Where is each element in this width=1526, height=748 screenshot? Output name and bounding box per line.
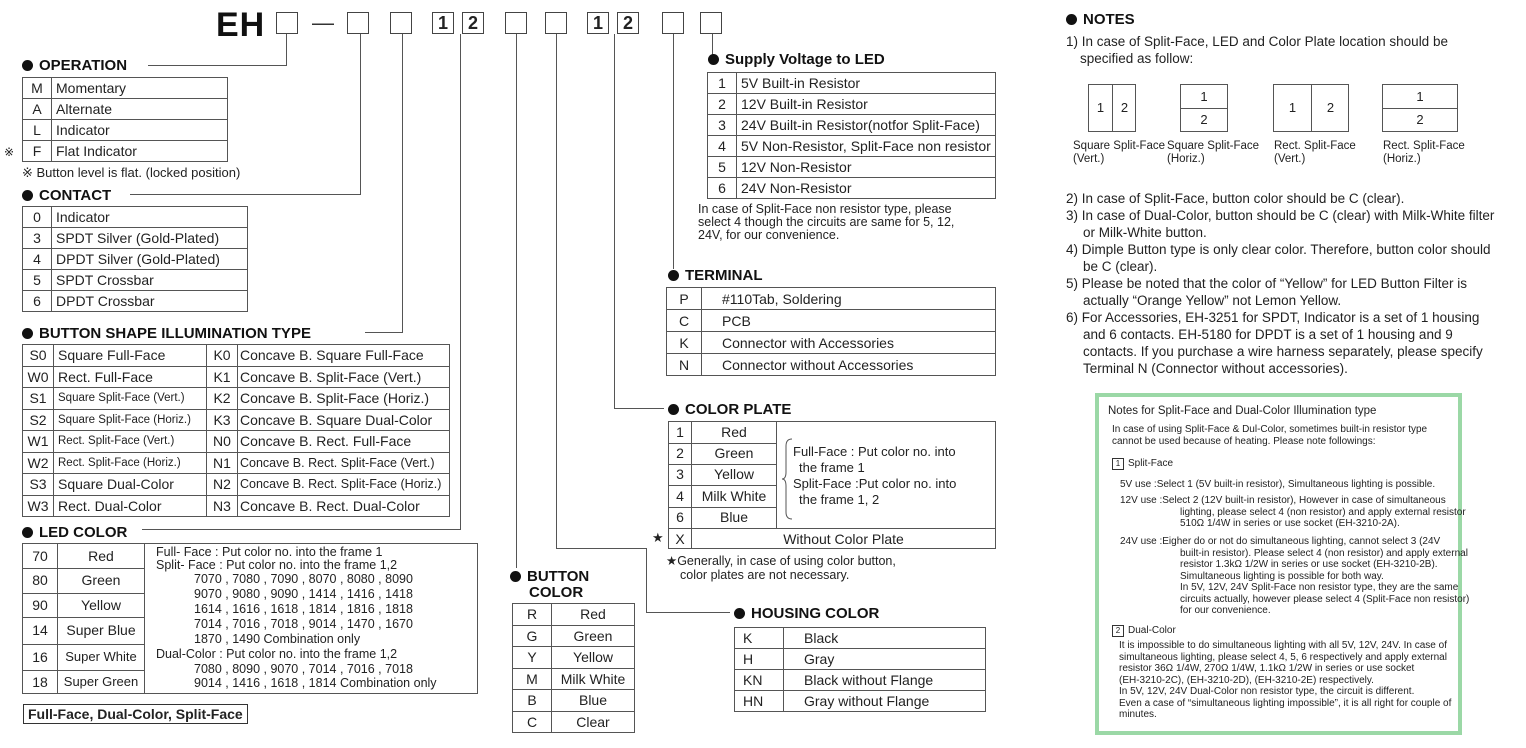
table-cell: Yellow [552, 647, 635, 669]
supply-note: In case of Split-Face non resistor type, please select 4 though the circuits are same for 5, 12, 24V, for our convenience. [698, 202, 955, 242]
color-plate-x-label: Without Color Plate [783, 531, 904, 547]
table-row [23, 452, 450, 474]
table-row [23, 644, 144, 671]
table-cell: S0 [23, 345, 54, 367]
table-cell: Gray without Flange [784, 691, 986, 712]
table-cell: Square Dual-Color [54, 474, 207, 496]
table-cell: K1 [207, 366, 238, 388]
table-cell: Red [552, 604, 635, 626]
code-frame-shape [390, 12, 412, 34]
table-cell: S3 [23, 474, 54, 496]
bullet-icon [22, 190, 33, 201]
bullet-icon [1066, 14, 1077, 25]
split-5v-line: 5V use :Select 1 (5V built-in resistor), Simultaneous lighting is possible. [1120, 479, 1436, 490]
table-row [669, 443, 776, 465]
greenbox-intro: In case of using Split-Face & Dul-Color, sometimes built-in resistor type cannot be used because of heating. Please note followings: [1112, 424, 1428, 447]
table-row [667, 332, 996, 354]
table-row [23, 345, 450, 367]
table-cell: Yellow [81, 597, 121, 613]
table-row [513, 690, 635, 712]
supply-heading [708, 51, 885, 68]
table-cell: 4 [708, 136, 737, 157]
table-cell: Super White [65, 649, 137, 664]
table-cell: Red [721, 424, 747, 440]
table-row [708, 178, 996, 199]
led-table [22, 543, 478, 694]
terminal-heading [668, 267, 763, 284]
operation-table [22, 77, 228, 162]
diagram-caption: Square Split-Face (Horiz.) [1167, 140, 1260, 165]
table-cell: S2 [23, 409, 54, 431]
table-cell: Connector with Accessories [702, 332, 996, 354]
table-cell: 1 [708, 73, 737, 94]
table-cell: Concave B. Rect. Split-Face (Vert.) [238, 452, 450, 474]
diagram-caption: Square Split-Face (Vert.) [1073, 140, 1166, 165]
code-frame-button-color [505, 12, 527, 34]
table-cell: Gray [784, 649, 986, 670]
housing-table [734, 627, 986, 712]
diagram-square-horiz: 1 2 [1180, 84, 1228, 132]
dual-color-section-title: 2 Dual-Color [1112, 625, 1176, 637]
table-cell: N [667, 354, 702, 376]
contact-heading [22, 187, 111, 204]
table-row [735, 649, 986, 670]
table-cell: Rect. Full-Face [54, 366, 207, 388]
dual-color-lines: It is impossible to do simultaneous lighting with all 5V, 12V, 24V. In case of simultaneous lighting, please select 4, 5, 6 respectively and apply external resistor 36Ω 1/4W, 270Ω 1/4W, 1.1kΩ 1/2W in series or use socket (EH-3210-2C), (EH-3210-2D), (EH-3210-2E) respectively. In 5V, 12V, 24V Dual-Color non resistor type, the circuit is different. Even a case of “simultaneous lighting impossible”, it is all right for couple of minutes. [1119, 640, 1452, 720]
color-plate-note: ★Generally, in case of using color button, color plates are not necessary. [666, 554, 896, 582]
table-row [23, 593, 144, 618]
diagram-square-vert: 1 2 [1088, 84, 1136, 132]
table-cell: Green [552, 625, 635, 647]
code-frame-housing [545, 12, 567, 34]
table-cell: Blue [552, 690, 635, 712]
table-row [708, 94, 996, 115]
table-cell: 16 [23, 644, 58, 670]
table-row [513, 711, 635, 733]
table-cell: N1 [207, 452, 238, 474]
table-cell: P [667, 288, 702, 310]
led-title: LED COLOR [39, 524, 128, 541]
code-frame-led-2: 2 [462, 12, 484, 34]
table-cell: KN [735, 670, 784, 691]
table-row [23, 366, 450, 388]
table-row [669, 422, 776, 444]
table-cell: S1 [23, 388, 54, 410]
table-row: 6 DPDT Crossbar [23, 291, 248, 312]
table-row [23, 388, 450, 410]
table-row [667, 288, 996, 310]
color-plate-table [668, 421, 996, 549]
bullet-icon [510, 571, 521, 582]
table-cell: 3 [669, 464, 692, 485]
split-12v-lines: 12V use :Select 2 (12V built-in resistor), However in case of simultaneous lighting, please select 4 (non resistor) and apply external resistor 510Ω 1/4W in series or use socket (EH-3210-2A). [1120, 495, 1466, 529]
table-cell: 5 [708, 157, 737, 178]
table-cell: Concave B. Rect. Full-Face [238, 431, 450, 453]
table-row [669, 486, 776, 508]
table-cell: Clear [552, 711, 635, 733]
table-cell: 3 [708, 115, 737, 136]
table-cell: G [513, 625, 552, 647]
table-row [23, 409, 450, 431]
star-mark: ★ [652, 530, 664, 545]
table-cell: W3 [23, 495, 54, 517]
table-row [708, 157, 996, 178]
table-cell: Black [784, 628, 986, 649]
table-cell: Y [513, 647, 552, 669]
shape-heading [22, 325, 311, 342]
table-cell: 90 [23, 593, 58, 617]
table-row [23, 568, 144, 594]
table-cell: 70 [23, 544, 58, 568]
color-plate-heading [668, 401, 791, 418]
brace-icon [781, 438, 793, 520]
table-cell: Square Split-Face (Horiz.) [54, 409, 207, 431]
shape-table [22, 344, 450, 517]
notes-title: NOTES [1083, 11, 1135, 28]
table-cell: C [513, 711, 552, 733]
table-row [669, 507, 776, 528]
notes-list: 2) In case of Split-Face, button color should be C (clear). 3) In case of Dual-Color, button should be C (clear) with Milk-White filter or Milk-White button. 4) Dimple Button type is only clear color. Therefore, button color should be C (clear). 5) Please be noted that the color of “Yellow” for LED Button Filter is actually “Orange Yellow” not Lemon Yellow. 6) For Accessories, EH-3251 for SPDT, Indicator is a set of 1 housing and 6 contacts. EH-5180 for DPDT is a set of 1 housing and 9 contacts. If you purchase a wire harness separately, please specify Terminal N (Connector without accessories). [1066, 191, 1495, 376]
table-row [513, 647, 635, 669]
table-row [735, 628, 986, 649]
table-row: L Indicator [23, 120, 228, 141]
housing-title: HOUSING COLOR [751, 605, 880, 622]
table-row [708, 136, 996, 157]
table-cell: C [667, 310, 702, 332]
table-cell: 4 [669, 486, 692, 507]
bullet-icon [668, 404, 679, 415]
table-row: M Momentary [23, 78, 228, 99]
table-cell: K3 [207, 409, 238, 431]
button-color-table [512, 603, 635, 733]
table-cell: 80 [23, 568, 58, 593]
table-cell: 5V Built-in Resistor [737, 73, 996, 94]
code-frame-led-1: 1 [432, 12, 454, 34]
table-cell: K [735, 628, 784, 649]
table-cell: Rect. Split-Face (Horiz.) [54, 452, 207, 474]
table-row [513, 668, 635, 690]
table-row [23, 617, 144, 645]
table-cell: Super Green [63, 674, 139, 689]
table-cell: HN [735, 691, 784, 712]
housing-heading [734, 605, 879, 622]
table-cell: R [513, 604, 552, 626]
table-cell: K [667, 332, 702, 354]
notes-heading [1066, 11, 1135, 28]
table-cell: 2 [669, 443, 692, 464]
table-row [23, 431, 450, 453]
table-row: 5 SPDT Crossbar [23, 270, 248, 291]
table-cell: N2 [207, 474, 238, 496]
table-row [23, 670, 144, 694]
shape-title: BUTTON SHAPE ILLUMINATION TYPE [39, 325, 311, 342]
table-cell: 24V Built-in Resistor(notfor Split-Face) [737, 115, 996, 136]
split-24v-lines: 24V use :Eigher do or not do simultaneous lighting, cannot select 3 (24V built-in resistor). Please select 4 (non resistor) and apply external resistor 1.3kΩ 1/2W in series or use socket (EH-3210-2B). Simultaneous lighting is possible for both way. In 5V, 12V, 24V Split-Face non resistor type, they are the same circuits actually, however please select 4 (Split-Face non resistor) for our convenience. [1120, 536, 1470, 616]
diagram-rect-horiz: 1 2 [1382, 84, 1458, 132]
table-cell: Super Blue [66, 622, 136, 638]
supply-title: Supply Voltage to LED [725, 51, 885, 68]
bullet-icon [22, 60, 33, 71]
table-cell: Concave B. Rect. Split-Face (Horiz.) [238, 474, 450, 496]
flat-mark: ※ [4, 145, 15, 159]
table-cell: K2 [207, 388, 238, 410]
table-cell: Black without Flange [784, 670, 986, 691]
table-cell: Rect. Dual-Color [54, 495, 207, 517]
operation-footnote: ※ Button level is flat. (locked position) [22, 165, 241, 180]
table-cell: Concave B. Square Dual-Color [238, 409, 450, 431]
table-cell: #110Tab, Soldering [702, 288, 996, 310]
table-cell: 6 [669, 507, 692, 528]
code-frame-terminal [662, 12, 684, 34]
table-cell: W1 [23, 431, 54, 453]
table-cell: Rect. Split-Face (Vert.) [54, 431, 207, 453]
table-row: 0 Indicator [23, 207, 248, 228]
code-frame-plate-1: 1 [587, 12, 609, 34]
table-cell: K0 [207, 345, 238, 367]
operation-title: OPERATION [39, 57, 128, 74]
terminal-title: TERMINAL [685, 267, 763, 284]
table-cell: H [735, 649, 784, 670]
split-face-section-title: 1 Split-Face [1112, 458, 1173, 470]
table-row [669, 464, 776, 486]
table-cell: Green [714, 445, 754, 462]
led-heading [22, 524, 127, 541]
table-row [23, 544, 144, 569]
table-cell: Yellow [714, 466, 754, 483]
operation-heading [22, 57, 127, 74]
code-frame-plate-2: 2 [617, 12, 639, 34]
table-cell: N3 [207, 495, 238, 517]
table-cell: B [513, 690, 552, 712]
table-cell: Red [88, 548, 114, 564]
table-row [735, 670, 986, 691]
table-cell: M [513, 668, 552, 690]
table-row [735, 691, 986, 712]
bullet-icon [668, 270, 679, 281]
code-frame-operation [276, 12, 298, 34]
table-cell: Square Split-Face (Vert.) [54, 388, 207, 410]
bullet-icon [734, 608, 745, 619]
button-color-heading: BUTTON COLOR [510, 569, 589, 601]
model-prefix: EH [216, 6, 266, 44]
bullet-icon [22, 328, 33, 339]
table-cell: Green [81, 572, 121, 588]
split-dual-notes-box [1095, 393, 1470, 735]
table-row: F Flat Indicator [23, 141, 228, 162]
diagram-rect-vert: 1 2 [1273, 84, 1349, 132]
table-cell: 2 [708, 94, 737, 115]
table-cell: 24V Non-Resistor [737, 178, 996, 199]
table-cell: 14 [23, 617, 58, 644]
color-plate-x-code: X [675, 531, 685, 547]
table-row [667, 354, 996, 376]
greenbox-title: Notes for Split-Face and Dual-Color Illumination type [1108, 405, 1377, 417]
table-cell: 12V Non-Resistor [737, 157, 996, 178]
table-cell: 6 [708, 178, 737, 199]
contact-table [22, 206, 248, 312]
table-cell: Square Full-Face [54, 345, 207, 367]
code-dash: — [312, 10, 334, 35]
table-row: A Alternate [23, 99, 228, 120]
table-cell: Concave B. Square Full-Face [238, 345, 450, 367]
table-cell: N0 [207, 431, 238, 453]
table-cell: 12V Built-in Resistor [737, 94, 996, 115]
table-cell: 1 [669, 422, 692, 443]
table-row [513, 604, 635, 626]
note-1: 1) In case of Split-Face, LED and Color Plate location should be specified as follow: [1066, 34, 1448, 66]
table-cell: Connector without Accessories [702, 354, 996, 376]
table-row [23, 474, 450, 496]
table-row [708, 73, 996, 94]
color-plate-brace-text: Full-Face : Put color no. into the frame 1 Split-Face :Put color no. into the frame 1, 2 [793, 444, 957, 507]
bullet-icon [22, 527, 33, 538]
code-frame-contact [347, 12, 369, 34]
table-cell: Milk White [701, 487, 767, 504]
table-cell: Concave B. Rect. Dual-Color [238, 495, 450, 517]
table-cell: 18 [23, 670, 58, 694]
supply-table [707, 72, 996, 199]
table-cell: Concave B. Split-Face (Vert.) [238, 366, 450, 388]
color-plate-title: COLOR PLATE [685, 401, 792, 418]
table-cell: Milk White [552, 668, 635, 690]
table-row [23, 495, 450, 517]
table-row [708, 115, 996, 136]
bullet-icon [708, 54, 719, 65]
table-cell: W2 [23, 452, 54, 474]
diagram-caption: Rect. Split-Face (Vert.) [1274, 140, 1356, 165]
code-frame-supply [700, 12, 722, 34]
table-cell: PCB [702, 310, 996, 332]
terminal-table [666, 287, 996, 376]
table-cell: Concave B. Split-Face (Horiz.) [238, 388, 450, 410]
table-cell: 5V Non-Resistor, Split-Face non resistor [737, 136, 996, 157]
table-row: 4 DPDT Silver (Gold-Plated) [23, 249, 248, 270]
table-row [667, 310, 996, 332]
led-footer-label: Full-Face, Dual-Color, Split-Face [23, 704, 248, 724]
diagram-caption: Rect. Split-Face (Horiz.) [1383, 140, 1465, 165]
contact-title: CONTACT [39, 187, 112, 204]
table-row [513, 625, 635, 647]
table-cell: W0 [23, 366, 54, 388]
led-description: Full- Face : Put color no. into the frame 1 Split- Face : Put color no. into the frame 1,2 7070 , 7080 , 7090 , 8070 , 8080 , 8090 9070 , 9080 , 9090 , 1414 , 1416 , 1418 1614 , 1616 , 1618 , 1814 , 1816 , 1818 7014 , 7016 , 7018 , 9014 , 1470 , 1670 1870 , 1490 Combination only Dual-Color : Put color no. into the frame 1,2 7080 , 8090 , 9070 , 7014 , 7016 , 7018 9014 , 1416 , 1618 , 1814 Combination only [156, 545, 437, 690]
table-row: 3 SPDT Silver (Gold-Plated) [23, 228, 248, 249]
table-cell: Blue [719, 508, 749, 525]
